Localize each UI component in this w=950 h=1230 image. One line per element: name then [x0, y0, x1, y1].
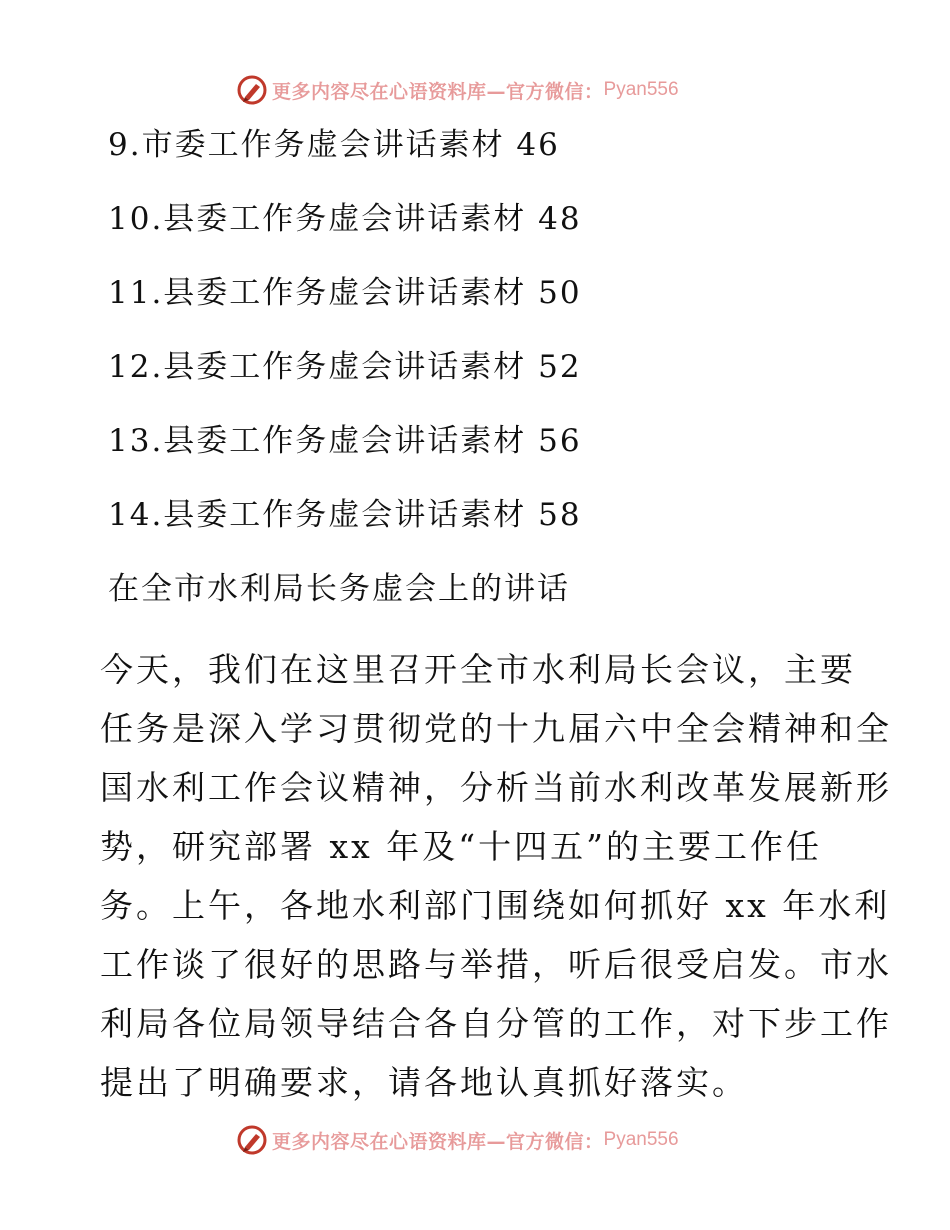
paragraph-line: 势，研究部署 xx 年及“十四五”的主要工作任 — [100, 827, 822, 866]
pen-logo-icon — [236, 74, 268, 106]
pen-logo-icon — [236, 1124, 268, 1156]
paragraph-line: 工作谈了很好的思路与举措，听后很受启发。市水 — [100, 945, 892, 984]
toc-item: 14.县委工作务虚会讲话素材 58 — [108, 497, 582, 533]
toc-item: 9.市委工作务虚会讲话素材 46 — [108, 127, 560, 163]
watermark-header — [236, 73, 679, 107]
watermark-text: 更多内容尽在心语资料库—官方微信： — [272, 1130, 604, 1153]
section-heading: 在全市水利局长务虚会上的讲话 — [108, 571, 570, 607]
paragraph-line: 任务是深入学习贯彻党的十九届六中全会精神和全 — [100, 709, 892, 748]
toc-item: 12.县委工作务虚会讲话素材 52 — [108, 349, 582, 385]
body-paragraph — [100, 640, 892, 1112]
watermark-id: Pyan556 — [603, 1129, 679, 1150]
toc-item: 13.县委工作务虚会讲话素材 56 — [108, 423, 582, 459]
toc-item: 10.县委工作务虚会讲话素材 48 — [108, 201, 582, 237]
toc-item: 11.县委工作务虚会讲话素材 50 — [108, 275, 582, 311]
paragraph-line: 提出了明确要求，请各地认真抓好落实。 — [100, 1063, 748, 1102]
paragraph-line: 务。上午，各地水利部门围绕如何抓好 xx 年水利 — [100, 886, 891, 925]
paragraph-line: 国水利工作会议精神，分析当前水利改革发展新形 — [100, 768, 892, 807]
watermark-text: 更多内容尽在心语资料库—官方微信： — [272, 80, 604, 103]
paragraph-line: 今天，我们在这里召开全市水利局长会议，主要 — [100, 650, 856, 689]
paragraph-line: 利局各位局领导结合各自分管的工作，对下步工作 — [100, 1004, 892, 1043]
watermark-footer — [236, 1123, 679, 1157]
watermark-id: Pyan556 — [603, 79, 679, 100]
